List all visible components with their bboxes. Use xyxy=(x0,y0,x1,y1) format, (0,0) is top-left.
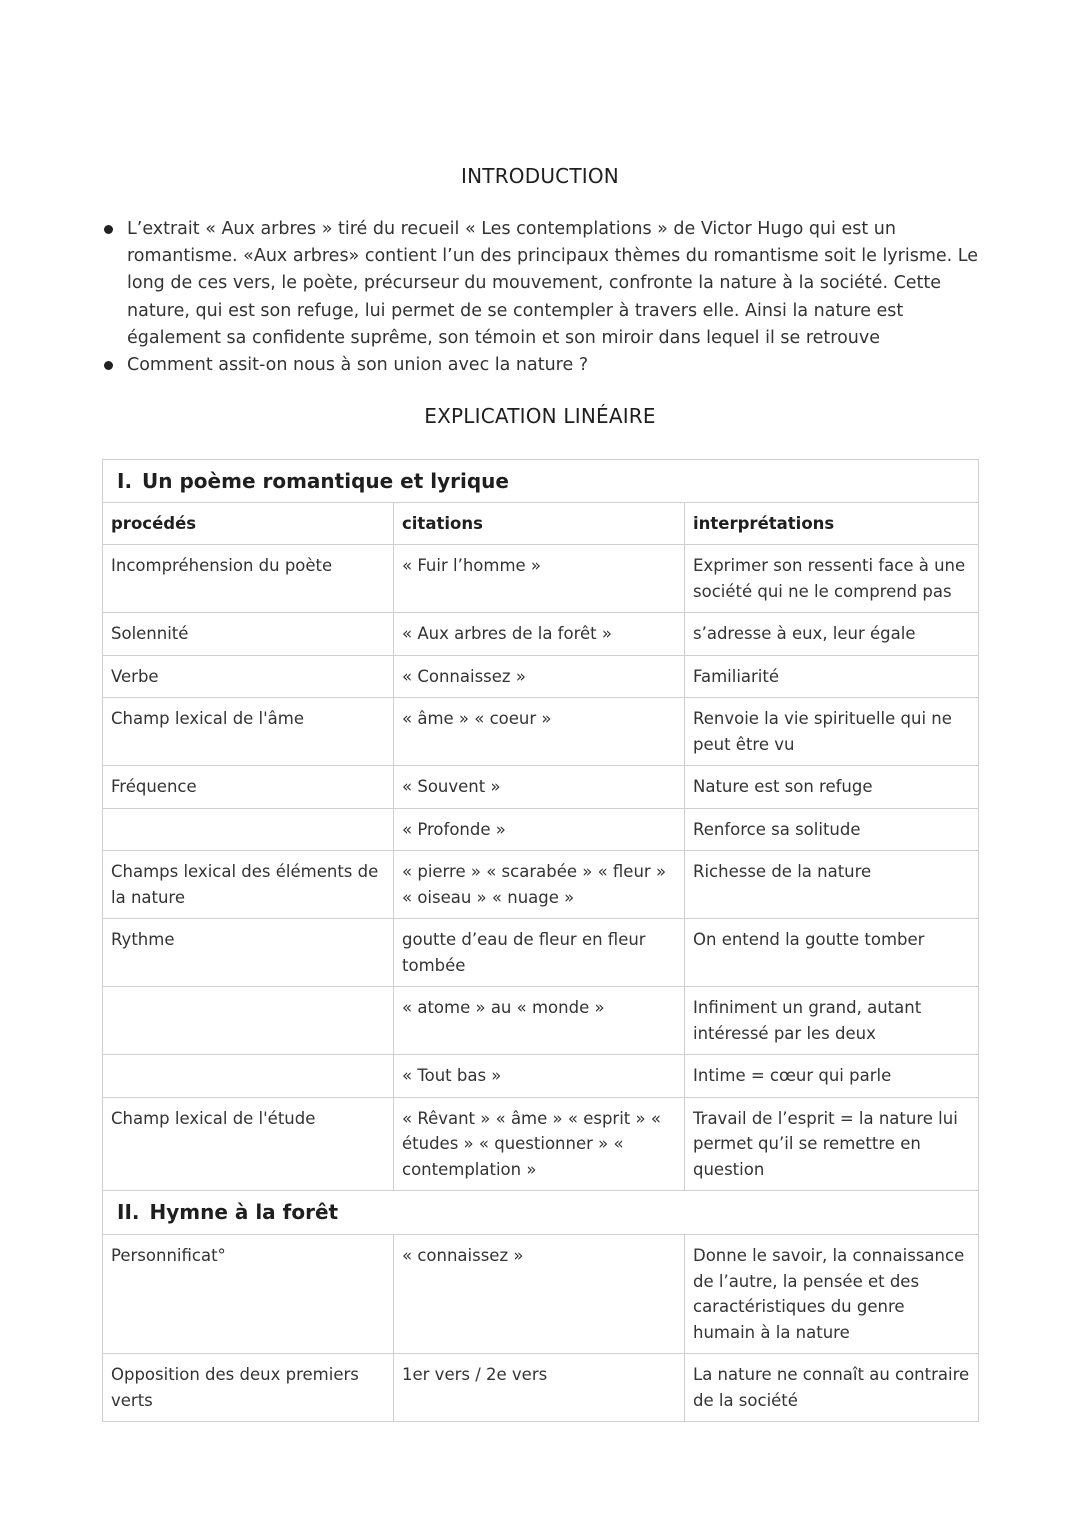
procede-cell: Solennité xyxy=(103,613,394,656)
citation-cell: « Souvent » xyxy=(394,766,685,809)
table-row xyxy=(103,613,979,656)
table-row xyxy=(103,851,979,919)
procede-cell: Champ lexical de l'étude xyxy=(103,1097,394,1191)
table-row xyxy=(103,1354,979,1422)
column-header-citations: citations xyxy=(394,502,685,545)
table-row xyxy=(103,1235,979,1354)
citation-cell: « Fuir l’homme » xyxy=(394,545,685,613)
interpretation-cell: Donne le savoir, la connaissance de l’autre, la pensée et des caractéristiques du genre humain à la nature xyxy=(685,1235,979,1354)
procede-cell: Opposition des deux premiers verts xyxy=(103,1354,394,1422)
procede-cell xyxy=(103,987,394,1055)
interpretation-cell: Travail de l’esprit = la nature lui permet qu’il se remettre en question xyxy=(685,1097,979,1191)
interpretation-cell: Nature est son refuge xyxy=(685,766,979,809)
interpretation-cell: Richesse de la nature xyxy=(685,851,979,919)
citation-cell: « Rêvant » « âme » « esprit » « études » « questionner » « contemplation » xyxy=(394,1097,685,1191)
table-row xyxy=(103,698,979,766)
procede-cell: Rythme xyxy=(103,919,394,987)
procede-cell: Personnificat° xyxy=(103,1235,394,1354)
interpretation-cell: Infiniment un grand, autant intéressé par les deux xyxy=(685,987,979,1055)
interpretation-cell: Familiarité xyxy=(685,655,979,698)
procede-cell: Champ lexical de l'âme xyxy=(103,698,394,766)
table-row xyxy=(103,919,979,987)
column-header-row xyxy=(103,502,979,545)
citation-cell: « connaissez » xyxy=(394,1235,685,1354)
procede-cell xyxy=(103,808,394,851)
column-header-procedes: procédés xyxy=(103,502,394,545)
procede-cell: Fréquence xyxy=(103,766,394,809)
procede-cell: Verbe xyxy=(103,655,394,698)
table-row xyxy=(103,808,979,851)
explication-heading: EXPLICATION LINÉAIRE xyxy=(424,404,656,428)
interpretation-cell: La nature ne connaît au contraire de la société xyxy=(685,1354,979,1422)
introduction-heading: INTRODUCTION xyxy=(461,164,619,188)
section-header-row xyxy=(103,1191,979,1235)
bullet-dot-icon xyxy=(104,361,113,370)
interpretation-cell: Intime = cœur qui parle xyxy=(685,1055,979,1098)
introduction-bullet xyxy=(104,216,984,352)
citation-cell: « âme » « coeur » xyxy=(394,698,685,766)
bullet-dot-icon xyxy=(104,225,113,234)
introduction-bullet-text: L’extrait « Aux arbres » tiré du recueil « Les contemplations » de Victor Hugo qui est un romantisme. «Aux arbres» contient l’un des principaux thèmes du romantisme soit le lyrisme. Le long de ces vers, le poète, précurseur du mouvement, confronte la nature à la société. Cette nature, qui est son refuge, lui permet de se contempler à travers elle. Ainsi la nature est également sa confidente suprême, son témoin et son miroir dans lequel il se retrouve xyxy=(127,219,978,348)
section-title: II. Hymne à la forêt xyxy=(103,1191,979,1235)
table-row xyxy=(103,1055,979,1098)
procede-cell: Incompréhension du poète xyxy=(103,545,394,613)
citation-cell: « atome » au « monde » xyxy=(394,987,685,1055)
table-row xyxy=(103,1097,979,1191)
citation-cell: « Aux arbres de la forêt » xyxy=(394,613,685,656)
interpretation-cell: On entend la goutte tomber xyxy=(685,919,979,987)
table-row xyxy=(103,987,979,1055)
citation-cell: goutte d’eau de fleur en fleur tombée xyxy=(394,919,685,987)
citation-cell: « Profonde » xyxy=(394,808,685,851)
interpretation-cell: Exprimer son ressenti face à une société qui ne le comprend pas xyxy=(685,545,979,613)
citation-cell: 1er vers / 2e vers xyxy=(394,1354,685,1422)
citation-cell: « Connaissez » xyxy=(394,655,685,698)
table-row xyxy=(103,766,979,809)
procede-cell: Champs lexical des éléments de la nature xyxy=(103,851,394,919)
section-header-row xyxy=(103,460,979,503)
procede-cell xyxy=(103,1055,394,1098)
interpretation-cell: s’adresse à eux, leur égale xyxy=(685,613,979,656)
explication-table xyxy=(102,459,979,1422)
problematique-text: Comment assit-on nous à son union avec la nature ? xyxy=(127,355,589,376)
introduction-bullet-list xyxy=(104,216,984,379)
section-title: I. Un poème romantique et lyrique xyxy=(103,460,979,503)
citation-cell: « pierre » « scarabée » « fleur » « oiseau » « nuage » xyxy=(394,851,685,919)
table-row xyxy=(103,545,979,613)
citation-cell: « Tout bas » xyxy=(394,1055,685,1098)
interpretation-cell: Renforce sa solitude xyxy=(685,808,979,851)
table-row xyxy=(103,655,979,698)
interpretation-cell: Renvoie la vie spirituelle qui ne peut être vu xyxy=(685,698,979,766)
problematique-bullet xyxy=(104,352,984,379)
column-header-interpretations: interprétations xyxy=(685,502,979,545)
